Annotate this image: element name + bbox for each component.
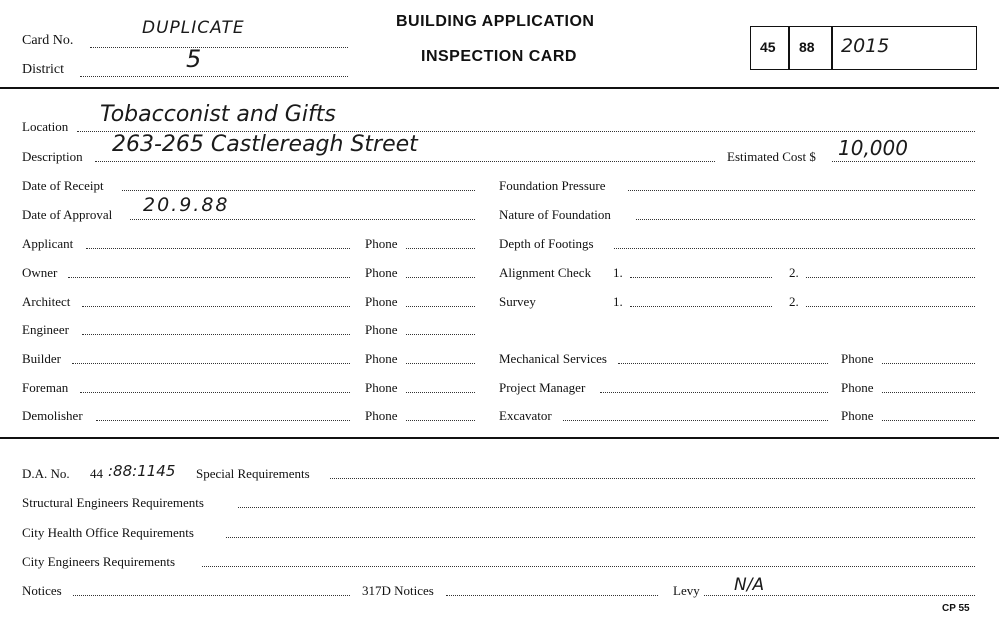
alignment-check-line2 <box>806 277 975 278</box>
levy-value[interactable]: N/A <box>734 575 765 595</box>
card-no-line <box>90 47 348 48</box>
card-number-box <box>750 26 977 70</box>
district-value[interactable]: 5 <box>186 45 202 73</box>
project-manager-line <box>600 392 828 393</box>
nature-of-foundation-line <box>636 219 975 220</box>
architect-phone-label: Phone <box>365 294 398 309</box>
survey-line2 <box>806 306 975 307</box>
description-line <box>95 161 715 162</box>
survey-label: Survey <box>499 294 536 309</box>
structural-engineers-label: Structural Engineers Requirements <box>22 495 204 510</box>
excavator-phone-label: Phone <box>841 408 874 423</box>
owner-line <box>68 277 350 278</box>
excavator-line <box>563 420 828 421</box>
survey-line1 <box>630 306 772 307</box>
builder-phone-label: Phone <box>365 351 398 366</box>
builder-line <box>72 363 350 364</box>
demolisher-phone-line <box>406 420 475 421</box>
applicant-label: Applicant <box>22 236 74 251</box>
city-engineers-label: City Engineers Requirements <box>22 554 176 569</box>
project-manager-phone-label: Phone <box>841 380 874 395</box>
special-requirements-label: Special Requirements <box>196 466 310 481</box>
da-no-prefix: 44 <box>90 466 103 481</box>
city-health-label: City Health Office Requirements <box>22 525 194 540</box>
depth-of-footings-label: Depth of Footings <box>499 236 594 251</box>
excavator-phone-line <box>882 420 975 421</box>
mechanical-services-phone-label: Phone <box>841 351 874 366</box>
owner-phone-line <box>406 277 475 278</box>
demolisher-phone-label: Phone <box>365 408 398 423</box>
applicant-phone-label: Phone <box>365 236 398 251</box>
depth-of-footings-line <box>614 248 975 249</box>
estimated-cost-line <box>832 161 975 162</box>
da-no-label: D.A. No. <box>22 466 70 481</box>
notices-317d-label: 317D Notices <box>362 583 434 598</box>
excavator-label: Excavator <box>499 408 552 423</box>
foundation-pressure-line <box>628 190 975 191</box>
notices-317d-line <box>446 595 658 596</box>
nature-of-foundation-label: Nature of Foundation <box>499 207 611 222</box>
foreman-phone-label: Phone <box>365 380 398 395</box>
estimated-cost-value[interactable]: 10,000 <box>838 136 908 160</box>
architect-phone-line <box>406 306 475 307</box>
form-title-line2: INSPECTION CARD <box>421 48 577 65</box>
engineer-line <box>82 334 350 335</box>
architect-label: Architect <box>22 294 71 309</box>
date-of-approval-label: Date of Approval <box>22 207 113 222</box>
engineer-phone-line <box>406 334 475 335</box>
header-divider <box>0 87 999 89</box>
alignment-check-line1 <box>630 277 772 278</box>
special-requirements-line <box>330 478 975 479</box>
card-number-part1: 45 <box>760 39 776 55</box>
notices-line <box>73 595 350 596</box>
survey-num2: 2. <box>789 294 799 309</box>
section-divider <box>0 437 999 439</box>
alignment-check-num2: 2. <box>789 265 799 280</box>
demolisher-line <box>96 420 350 421</box>
survey-num1: 1. <box>613 294 623 309</box>
mechanical-services-label: Mechanical Services <box>499 351 607 366</box>
box-divider-2 <box>831 27 833 69</box>
alignment-check-num1: 1. <box>613 265 623 280</box>
description-label: Description <box>22 149 83 164</box>
engineer-phone-label: Phone <box>365 322 398 337</box>
location-value[interactable]: Tobacconist and Gifts <box>100 102 336 127</box>
levy-label: Levy <box>673 583 700 598</box>
structural-engineers-line <box>238 507 975 508</box>
card-no-label: Card No. <box>22 33 74 48</box>
card-no-value[interactable]: DUPLICATE <box>142 18 245 38</box>
demolisher-label: Demolisher <box>22 408 83 423</box>
foreman-phone-line <box>406 392 475 393</box>
foreman-line <box>80 392 350 393</box>
notices-label: Notices <box>22 583 62 598</box>
project-manager-phone-line <box>882 392 975 393</box>
builder-label: Builder <box>22 351 61 366</box>
date-of-approval-value[interactable]: 20.9.88 <box>143 194 230 216</box>
description-value[interactable]: 263-265 Castlereagh Street <box>112 132 418 157</box>
date-of-receipt-line <box>122 190 475 191</box>
foreman-label: Foreman <box>22 380 69 395</box>
alignment-check-label: Alignment Check <box>499 265 592 280</box>
district-label: District <box>22 62 64 77</box>
owner-phone-label: Phone <box>365 265 398 280</box>
builder-phone-line <box>406 363 475 364</box>
city-health-line <box>226 537 975 538</box>
box-divider-1 <box>788 27 790 69</box>
owner-label: Owner <box>22 265 58 280</box>
form-code: CP 55 <box>942 603 970 614</box>
architect-line <box>82 306 350 307</box>
foundation-pressure-label: Foundation Pressure <box>499 178 606 193</box>
city-engineers-line <box>202 566 975 567</box>
da-no-value[interactable]: :88:1145 <box>108 462 176 480</box>
date-of-approval-line <box>130 219 475 220</box>
levy-line <box>704 595 975 596</box>
card-number-part3[interactable]: 2015 <box>841 35 890 57</box>
date-of-receipt-label: Date of Receipt <box>22 178 104 193</box>
engineer-label: Engineer <box>22 322 69 337</box>
applicant-line <box>86 248 350 249</box>
applicant-phone-line <box>406 248 475 249</box>
card-number-part2: 88 <box>799 39 815 55</box>
form-title-line1: BUILDING APPLICATION <box>396 13 595 30</box>
estimated-cost-label: Estimated Cost $ <box>727 149 816 164</box>
project-manager-label: Project Manager <box>499 380 586 395</box>
location-label: Location <box>22 119 69 134</box>
mechanical-services-phone-line <box>882 363 975 364</box>
mechanical-services-line <box>618 363 828 364</box>
district-line <box>80 76 348 77</box>
